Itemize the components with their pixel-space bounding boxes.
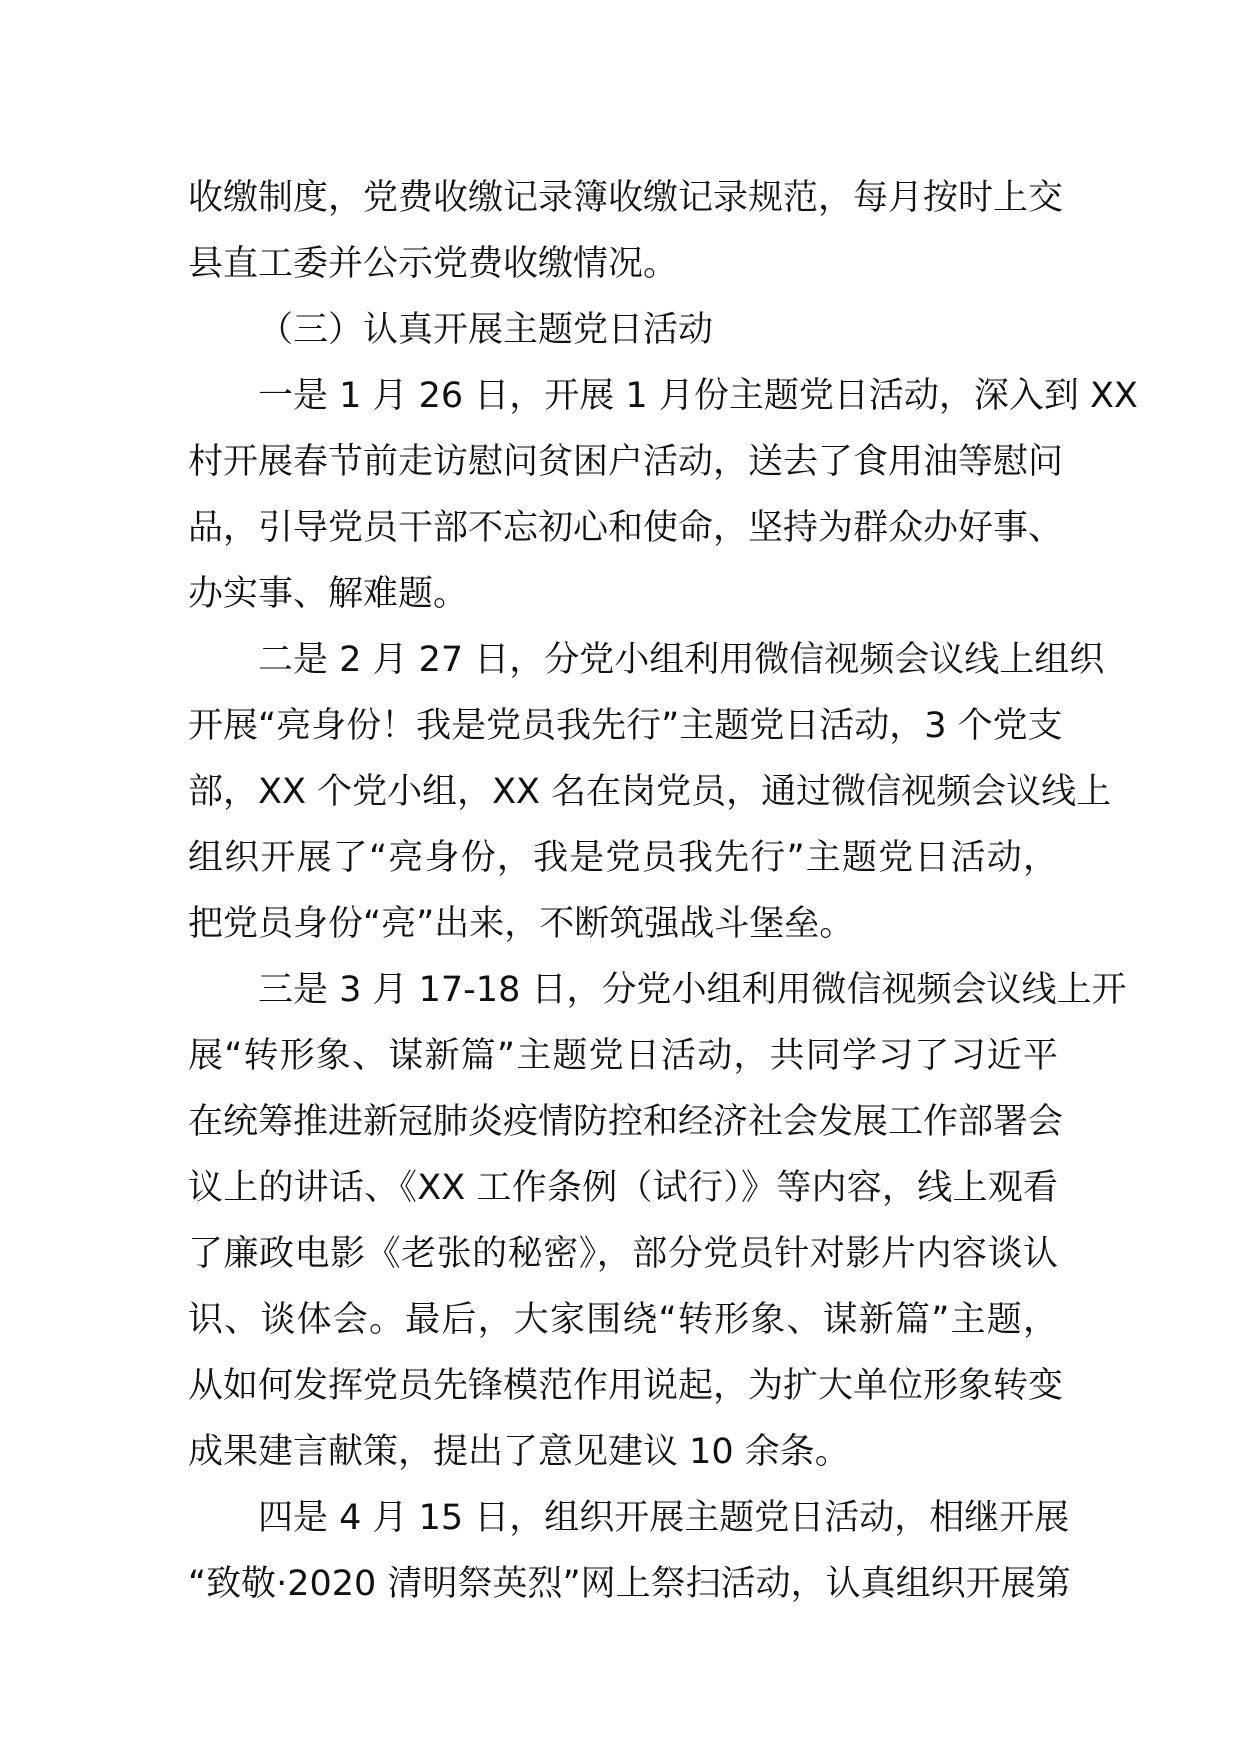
text-line: 县直工委并公示党费收缴情况。 [188, 244, 679, 284]
text-line: 收缴制度，党费收缴记录簿收缴记录规范，每月按时上交 [188, 178, 1064, 218]
text-line: 一是 1 月 26 日，开展 1 月份主题党日活动，深入到 XX [258, 376, 1138, 416]
text-line: 三是 3 月 17-18 日，分党小组利用微信视频会议线上开 [258, 970, 1127, 1010]
text-line: 组织开展了“亮身份，我是党员我先行”主题党日活动， [188, 838, 1058, 878]
text-line: 二是 2 月 27 日，分党小组利用微信视频会议线上组织 [258, 640, 1105, 680]
text-line: 了廉政电影《老张的秘密》，部分党员针对影片内容谈认 [188, 1234, 1058, 1274]
section-heading: （三）认真开展主题党日活动 [258, 310, 714, 350]
text-line: 把党员身份“亮”出来，不断筑强战斗堡垒。 [188, 904, 855, 944]
text-line: “致敬·2020 清明祭英烈”网上祭扫活动，认真组织开展第 [188, 1564, 1071, 1604]
text-line: 办实事、解难题。 [188, 574, 469, 614]
text-line: 品，引导党员干部不忘初心和使命，坚持为群众办好事、 [188, 508, 1064, 548]
text-line: 村开展春节前走访慰问贫困户活动，送去了食用油等慰问 [188, 442, 1064, 482]
text-line: 展“转形象、谋新篇”主题党日活动，共同学习了习近平 [188, 1036, 1058, 1076]
text-line: 从如何发挥党员先锋模范作用说起，为扩大单位形象转变 [188, 1366, 1064, 1406]
text-line: 开展“亮身份！我是党员我先行”主题党日活动，3 个党支 [188, 706, 1063, 746]
text-line: 成果建言献策，提出了意见建议 10 余条。 [188, 1432, 850, 1472]
text-line: 在统筹推进新冠肺炎疫情防控和经济社会发展工作部署会 [188, 1102, 1064, 1142]
text-line: 识、谈体会。最后，大家围绕“转形象、谋新篇”主题， [188, 1300, 1058, 1340]
text-line: 四是 4 月 15 日，组织开展主题党日活动，相继开展 [258, 1498, 1070, 1538]
text-line: 议上的讲话、《XX 工作条例（试行）》等内容，线上观看 [188, 1168, 1058, 1208]
text-line: 部，XX 个党小组，XX 名在岗党员，通过微信视频会议线上 [188, 772, 1112, 812]
